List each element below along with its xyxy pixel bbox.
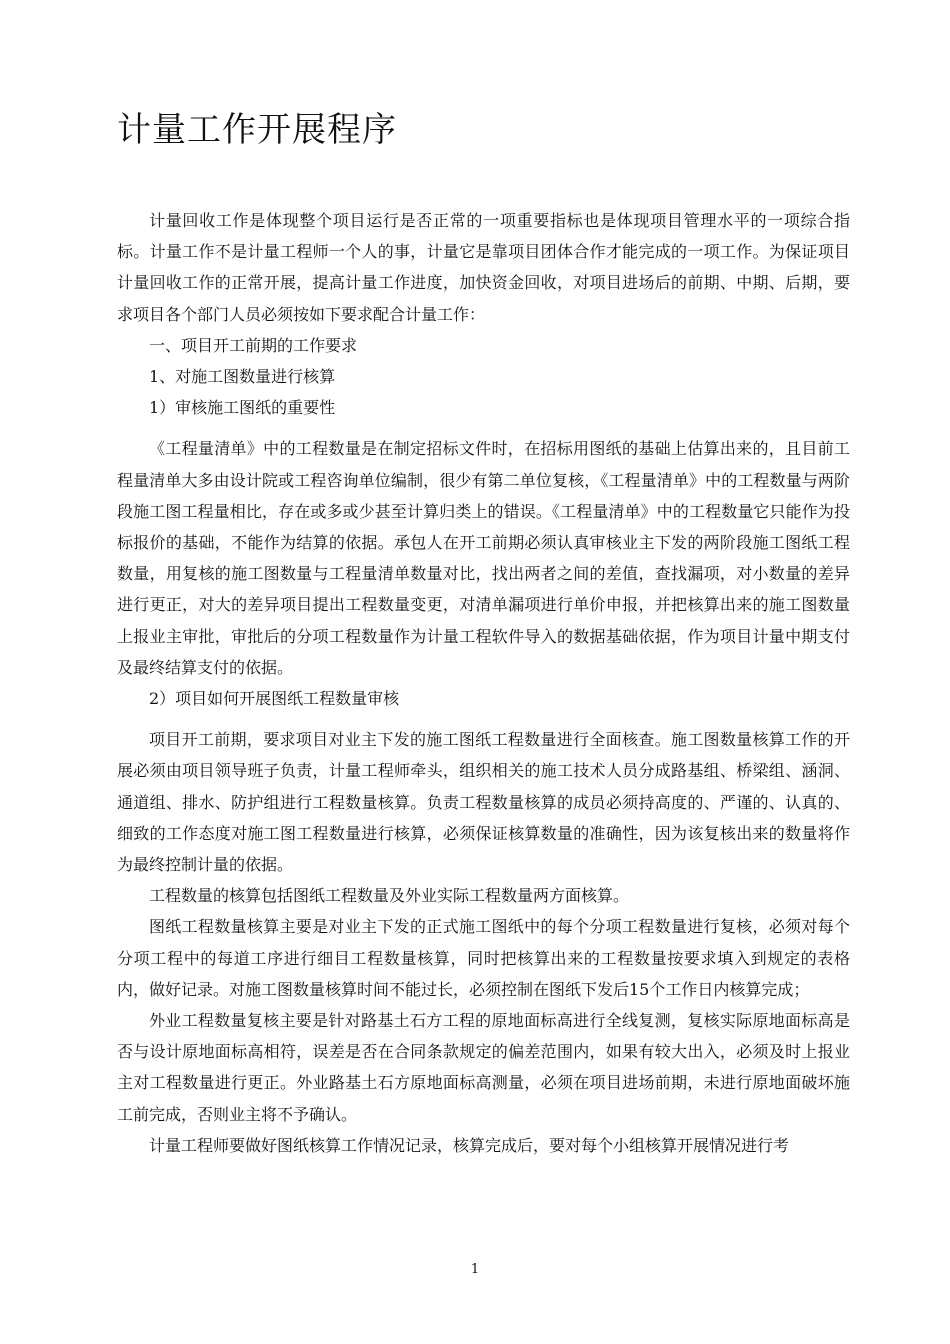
- item-heading-1: 1）审核施工图纸的重要性: [149, 398, 336, 418]
- intro-paragraph: 计量回收工作是体现整个项目运行是否正常的一项重要指标也是体现项目管理水平的一项综合指标。计量工作不是计量工程师一个人的事，计量它是靠项目团体合作才能完成的一项工作。为保证项目计量回收工作的正常开展，提高计量工作进度，加快资金回收，对项目进场后的前期、中期、后期，要求项目各个部门人员必须按如下要求配合计量工作：: [117, 211, 850, 324]
- paragraph-records: 计量工程师要做好图纸核算工作情况记录，核算完成后，要对每个小组核算开展情况进行考: [149, 1135, 790, 1155]
- section-heading-1: 一、项目开工前期的工作要求: [149, 335, 358, 355]
- paragraph-gap: [117, 714, 850, 724]
- paragraph-gap: [117, 423, 850, 433]
- subsection-heading-1: 1、对施工图数量进行核算: [149, 367, 336, 387]
- paragraph-drawing-check: 图纸工程数量核算主要是对业主下发的正式施工图纸中的每个分项工程数量进行复核，必须对每个分项工程中的每道工序进行细目工程数量核算，同时把核算出来的工程数量按要求填入到规定的表格内，做好记录。对施工图数量核算时间不能过长，必须控制在图纸下发后15个工作日内核算完成；: [117, 917, 850, 999]
- page-number: 1: [470, 1262, 480, 1277]
- item-heading-2: 2）项目如何开展图纸工程数量审核: [149, 689, 400, 709]
- paragraph-bill-of-quantities: 《工程量清单》中的工程数量是在制定招标文件时，在招标用图纸的基础上估算出来的，且目前工程量清单大多由设计院或工程咨询单位编制，很少有第二单位复核，《工程量清单》中的工程数量与两阶段施工图工程量相比，存在或多或少甚至计算归类上的错误。《工程量清单》中的工程数量它只能作为投标报价的基础，不能作为结算的依据。承包人在开工前期必须认真审核业主下发的两阶段施工图纸工程数量，用复核的施工图数量与工程量清单数量对比，找出两者之间的差值，查找漏项，对小数量的差异进行更正，对大的差异项目提出工程数量变更，对清单漏项进行单价申报，并把核算出来的施工图数量上报业主审批，审批后的分项工程数量作为计量工程软件导入的数据基础依据，作为项目计量中期支付及最终结算支付的依据。: [117, 439, 850, 677]
- paragraph-field-check: 外业工程数量复核主要是针对路基土石方工程的原地面标高进行全线复测，复核实际原地面标高是否与设计原地面标高相符，误差是否在合同条款规定的偏差范围内，如果有较大出入，必须及时上报业主对工程数量进行更正。外业路基土石方原地面标高测量，必须在项目进场前期，未进行原地面破坏施工前完成，否则业主将不予确认。: [117, 1011, 850, 1124]
- page-title: 计量工作开展程序: [117, 110, 397, 150]
- paragraph-review-process: 项目开工前期，要求项目对业主下发的施工图纸工程数量进行全面核查。施工图数量核算工作的开展必须由项目领导班子负责，计量工程师牵头，组织相关的施工技术人员分成路基组、桥梁组、涵洞、通道组、排水、防护组进行工程数量核算。负责工程数量核算的成员必须持高度的、严谨的、认真的、细致的工作态度对施工图工程数量进行核算，必须保证核算数量的准确性，因为该复核出来的数量将作为最终控制计量的依据。: [117, 730, 850, 875]
- document-body: [117, 205, 850, 1161]
- paragraph-review-scope: 工程数量的核算包括图纸工程数量及外业实际工程数量两方面核算。: [149, 886, 630, 906]
